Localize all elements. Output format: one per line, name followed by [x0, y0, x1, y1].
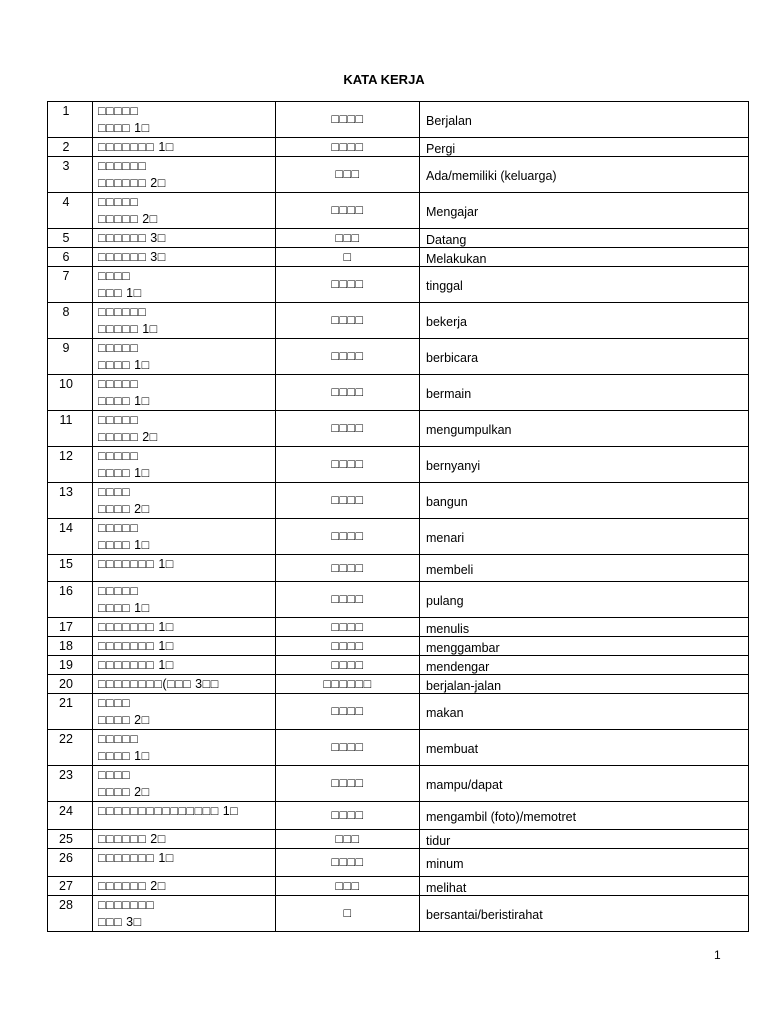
- japanese-reading-cell: [93, 267, 276, 303]
- japanese-reading-cell: [93, 555, 276, 582]
- table-row: [48, 896, 749, 932]
- kanji-cell: □□□□□□: [276, 675, 420, 694]
- table-row: [48, 447, 749, 483]
- japanese-reading: □□□□□: [98, 195, 139, 209]
- row-number: 23: [48, 766, 93, 802]
- japanese-reading: □□□□□□□ 1□: [98, 140, 174, 154]
- japanese-reading: □□□ 3□: [98, 915, 142, 929]
- row-number: 27: [48, 877, 93, 896]
- indonesian-meaning-cell: [420, 519, 749, 555]
- indonesian-meaning: makan: [426, 706, 464, 720]
- japanese-reading: □□□□: [98, 269, 131, 283]
- japanese-reading-cell: [93, 138, 276, 157]
- indonesian-meaning-cell: [420, 267, 749, 303]
- indonesian-meaning: membuat: [426, 742, 479, 756]
- row-number: 5: [48, 229, 93, 248]
- indonesian-meaning: berbicara: [426, 351, 479, 365]
- table-row: [48, 618, 749, 637]
- indonesian-meaning-cell: [420, 193, 749, 229]
- indonesian-meaning-cell: [420, 138, 749, 157]
- japanese-reading: □□□□□ 2□: [98, 430, 158, 444]
- row-number: 17: [48, 618, 93, 637]
- japanese-reading-cell: [93, 730, 276, 766]
- row-number: 10: [48, 375, 93, 411]
- japanese-reading-cell: [93, 618, 276, 637]
- row-number: 13: [48, 483, 93, 519]
- japanese-reading: □□□□□□: [98, 159, 147, 173]
- kanji-cell: □□□□: [276, 193, 420, 229]
- kanji-cell: □□□□: [276, 483, 420, 519]
- japanese-reading-cell: [93, 582, 276, 618]
- indonesian-meaning: tidur: [426, 833, 451, 848]
- japanese-reading: □□□□ 1□: [98, 466, 150, 480]
- japanese-reading-cell: [93, 102, 276, 138]
- table-row: [48, 157, 749, 193]
- row-number: 1: [48, 102, 93, 138]
- row-number: 19: [48, 656, 93, 675]
- indonesian-meaning: Ada/memiliki (keluarga): [426, 169, 557, 183]
- japanese-reading-cell: [93, 519, 276, 555]
- japanese-reading-cell: [93, 694, 276, 730]
- indonesian-meaning: mengambil (foto)/memotret: [426, 810, 577, 824]
- table-row: [48, 656, 749, 675]
- japanese-reading: □□□□ 1□: [98, 538, 150, 552]
- japanese-reading: □□□□□□ 2□: [98, 879, 166, 893]
- row-number: 25: [48, 830, 93, 849]
- japanese-reading-cell: [93, 766, 276, 802]
- japanese-reading: □□□□□□□ 1□: [98, 557, 174, 571]
- indonesian-meaning: mampu/dapat: [426, 778, 503, 792]
- table-row: [48, 675, 749, 694]
- indonesian-meaning-cell: [420, 766, 749, 802]
- kanji-cell: □□□: [276, 877, 420, 896]
- indonesian-meaning: Datang: [426, 232, 467, 247]
- indonesian-meaning-cell: [420, 877, 749, 896]
- kanji-cell: □□□□: [276, 303, 420, 339]
- japanese-reading-cell: [93, 483, 276, 519]
- japanese-reading: □□□□□ 1□: [98, 322, 158, 336]
- japanese-reading: □□□□ 2□: [98, 785, 150, 799]
- kanji-cell: □□□□: [276, 447, 420, 483]
- japanese-reading: □□□□□: [98, 584, 139, 598]
- row-number: 20: [48, 675, 93, 694]
- indonesian-meaning-cell: [420, 618, 749, 637]
- table-row: [48, 694, 749, 730]
- japanese-reading: □□□□□: [98, 449, 139, 463]
- japanese-reading: □□□□□□□□(□□□ 3□□: [98, 677, 219, 691]
- kanji-cell: □□□□: [276, 618, 420, 637]
- japanese-reading: □□□□ 1□: [98, 121, 150, 135]
- table-row: [48, 877, 749, 896]
- japanese-reading: □□□□□□ 2□: [98, 176, 166, 190]
- indonesian-meaning: menulis: [426, 621, 470, 636]
- indonesian-meaning: berjalan-jalan: [426, 678, 502, 693]
- indonesian-meaning-cell: [420, 830, 749, 849]
- indonesian-meaning-cell: [420, 849, 749, 877]
- japanese-reading: □□□□□□□ 1□: [98, 620, 174, 634]
- indonesian-meaning-cell: [420, 483, 749, 519]
- kanji-cell: □□□□: [276, 656, 420, 675]
- japanese-reading: □□□□□: [98, 732, 139, 746]
- japanese-reading-cell: [93, 802, 276, 830]
- kanji-cell: □□□□: [276, 766, 420, 802]
- japanese-reading-cell: [93, 830, 276, 849]
- japanese-reading-cell: [93, 339, 276, 375]
- row-number: 9: [48, 339, 93, 375]
- indonesian-meaning: menggambar: [426, 640, 500, 655]
- table-row: [48, 519, 749, 555]
- indonesian-meaning-cell: [420, 229, 749, 248]
- table-row: [48, 193, 749, 229]
- indonesian-meaning-cell: [420, 582, 749, 618]
- indonesian-meaning-cell: [420, 157, 749, 193]
- row-number: 14: [48, 519, 93, 555]
- japanese-reading: □□□□□: [98, 413, 139, 427]
- indonesian-meaning: Berjalan: [426, 114, 472, 128]
- row-number: 11: [48, 411, 93, 447]
- indonesian-meaning: mengumpulkan: [426, 423, 512, 437]
- kanji-cell: □□□□: [276, 138, 420, 157]
- japanese-reading-cell: [93, 675, 276, 694]
- table-row: [48, 229, 749, 248]
- table-row: [48, 375, 749, 411]
- kanji-cell: □□□: [276, 229, 420, 248]
- indonesian-meaning-cell: [420, 694, 749, 730]
- row-number: 15: [48, 555, 93, 582]
- japanese-reading-cell: [93, 656, 276, 675]
- kanji-cell: □□□□: [276, 582, 420, 618]
- japanese-reading-cell: [93, 447, 276, 483]
- indonesian-meaning-cell: [420, 675, 749, 694]
- indonesian-meaning: Pergi: [426, 141, 456, 156]
- table-row: [48, 582, 749, 618]
- kanji-cell: □□□: [276, 157, 420, 193]
- kanji-cell: □□□□: [276, 519, 420, 555]
- japanese-reading: □□□□□: [98, 104, 139, 118]
- kanji-cell: □□□□: [276, 849, 420, 877]
- indonesian-meaning-cell: [420, 802, 749, 830]
- japanese-reading: □□□□ 1□: [98, 601, 150, 615]
- kanji-cell: □□□□: [276, 411, 420, 447]
- japanese-reading-cell: [93, 157, 276, 193]
- japanese-reading: □□□□□□□ 1□: [98, 851, 174, 865]
- japanese-reading: □□□□□□□ 1□: [98, 639, 174, 653]
- table-row: [48, 483, 749, 519]
- japanese-reading: □□□□□□□□□□□□□□□ 1□: [98, 804, 239, 818]
- kanji-cell: □: [276, 896, 420, 932]
- row-number: 16: [48, 582, 93, 618]
- indonesian-meaning-cell: [420, 896, 749, 932]
- table-row: [48, 766, 749, 802]
- japanese-reading: □□□□□: [98, 377, 139, 391]
- row-number: 12: [48, 447, 93, 483]
- japanese-reading: □□□□□□: [98, 305, 147, 319]
- table-row: [48, 802, 749, 830]
- japanese-reading: □□□□: [98, 485, 131, 499]
- table-row: [48, 555, 749, 582]
- table-row: [48, 411, 749, 447]
- row-number: 4: [48, 193, 93, 229]
- row-number: 21: [48, 694, 93, 730]
- indonesian-meaning: mendengar: [426, 659, 490, 674]
- indonesian-meaning: bernyanyi: [426, 459, 481, 473]
- japanese-reading-cell: [93, 248, 276, 267]
- indonesian-meaning: Melakukan: [426, 251, 487, 266]
- indonesian-meaning: bekerja: [426, 315, 467, 329]
- indonesian-meaning: bermain: [426, 387, 472, 401]
- indonesian-meaning-cell: [420, 303, 749, 339]
- japanese-reading: □□□□□□ 3□: [98, 250, 166, 264]
- indonesian-meaning: tinggal: [426, 279, 463, 293]
- indonesian-meaning: membeli: [426, 562, 474, 577]
- row-number: 8: [48, 303, 93, 339]
- japanese-reading-cell: [93, 877, 276, 896]
- row-number: 24: [48, 802, 93, 830]
- japanese-reading: □□□□: [98, 768, 131, 782]
- table-row: [48, 102, 749, 138]
- indonesian-meaning-cell: [420, 637, 749, 656]
- indonesian-meaning-cell: [420, 411, 749, 447]
- japanese-reading: □□□□ 1□: [98, 749, 150, 763]
- kanji-cell: □□□□: [276, 267, 420, 303]
- table-row: [48, 248, 749, 267]
- table-row: [48, 637, 749, 656]
- table-row: [48, 267, 749, 303]
- japanese-reading: □□□ 1□: [98, 286, 142, 300]
- japanese-reading: □□□□□ 2□: [98, 212, 158, 226]
- row-number: 3: [48, 157, 93, 193]
- kanji-cell: □□□□: [276, 375, 420, 411]
- kanji-cell: □□□□: [276, 730, 420, 766]
- document-title: KATA KERJA: [343, 72, 425, 87]
- indonesian-meaning-cell: [420, 656, 749, 675]
- row-number: 26: [48, 849, 93, 877]
- kanji-cell: □□□□: [276, 339, 420, 375]
- row-number: 6: [48, 248, 93, 267]
- table-row: [48, 339, 749, 375]
- japanese-reading: □□□□ 2□: [98, 713, 150, 727]
- japanese-reading: □□□□□□ 3□: [98, 231, 166, 245]
- row-number: 2: [48, 138, 93, 157]
- row-number: 28: [48, 896, 93, 932]
- indonesian-meaning-cell: [420, 102, 749, 138]
- japanese-reading-cell: [93, 849, 276, 877]
- row-number: 22: [48, 730, 93, 766]
- japanese-reading-cell: [93, 411, 276, 447]
- table-row: [48, 830, 749, 849]
- table-row: [48, 303, 749, 339]
- kanji-cell: □□□□: [276, 694, 420, 730]
- japanese-reading-cell: [93, 375, 276, 411]
- japanese-reading: □□□□□: [98, 521, 139, 535]
- kanji-cell: □□□□: [276, 802, 420, 830]
- kanji-cell: □□□□: [276, 555, 420, 582]
- japanese-reading: □□□□□□□ 1□: [98, 658, 174, 672]
- indonesian-meaning-cell: [420, 248, 749, 267]
- japanese-reading: □□□□ 1□: [98, 358, 150, 372]
- verb-table-body: [48, 102, 749, 932]
- indonesian-meaning-cell: [420, 375, 749, 411]
- indonesian-meaning: pulang: [426, 594, 464, 608]
- japanese-reading: □□□□□□ 2□: [98, 832, 166, 846]
- japanese-reading: □□□□ 1□: [98, 394, 150, 408]
- kanji-cell: □: [276, 248, 420, 267]
- kanji-cell: □□□□: [276, 102, 420, 138]
- kanji-cell: □□□□: [276, 637, 420, 656]
- row-number: 7: [48, 267, 93, 303]
- page-number: 1: [714, 948, 721, 962]
- indonesian-meaning-cell: [420, 339, 749, 375]
- verb-table: [47, 101, 749, 932]
- indonesian-meaning: melihat: [426, 880, 467, 895]
- japanese-reading-cell: [93, 896, 276, 932]
- japanese-reading-cell: [93, 303, 276, 339]
- japanese-reading: □□□□: [98, 696, 131, 710]
- japanese-reading: □□□□□□□: [98, 898, 155, 912]
- table-row: [48, 849, 749, 877]
- indonesian-meaning: menari: [426, 531, 465, 545]
- table-row: [48, 138, 749, 157]
- indonesian-meaning: bersantai/beristirahat: [426, 908, 543, 922]
- japanese-reading-cell: [93, 193, 276, 229]
- indonesian-meaning: Mengajar: [426, 205, 479, 219]
- table-row: [48, 730, 749, 766]
- indonesian-meaning: bangun: [426, 495, 468, 509]
- indonesian-meaning-cell: [420, 730, 749, 766]
- japanese-reading-cell: [93, 229, 276, 248]
- japanese-reading: □□□□ 2□: [98, 502, 150, 516]
- indonesian-meaning: minum: [426, 857, 464, 871]
- indonesian-meaning-cell: [420, 555, 749, 582]
- indonesian-meaning-cell: [420, 447, 749, 483]
- row-number: 18: [48, 637, 93, 656]
- japanese-reading-cell: [93, 637, 276, 656]
- kanji-cell: □□□: [276, 830, 420, 849]
- japanese-reading: □□□□□: [98, 341, 139, 355]
